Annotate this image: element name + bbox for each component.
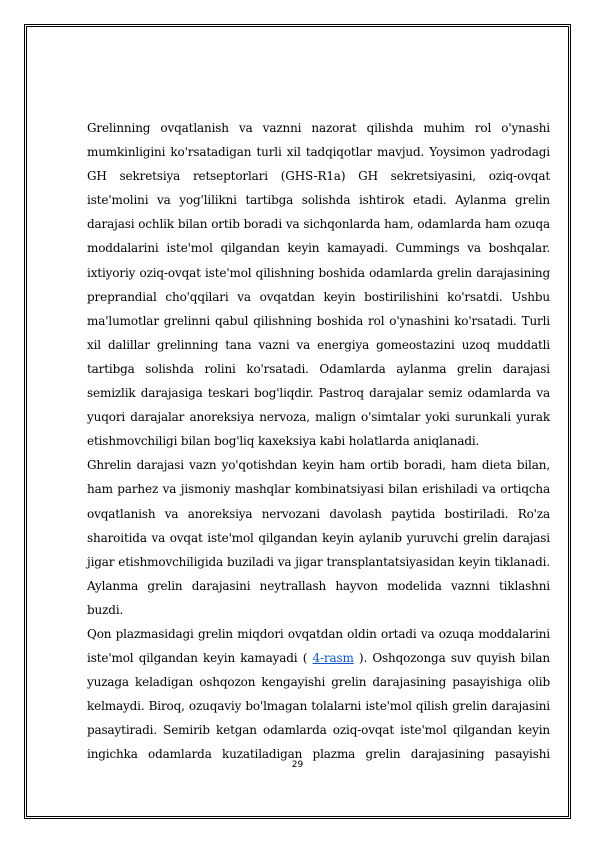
paragraph-3-text-start: Qon plazmasidagi grelin miqdori ovqatdan oldin ortadi va ozuqa moddalarini iste'mol qilgandan keyin kamayadi ( [87,626,550,666]
paragraph-2: Ghrelin darajasi vazn yo'qotishdan keyin ham ortib boradi, ham dieta bilan, ham parhez va jismoniy mashqlar kombinatsiyasi bilan erishiladi va ortiqcha ovqatlanish va anoreksiya nervozani davolash paytida bostiriladi. Ro'za sharoitida va ovqat iste'mol qilgandan keyin aylanib yuruvchi grelin darajasi jigar etishmovchiligida buziladi va jigar transplantatsiyasidan keyin tiklanadi. Aylanma grelin darajasini neytrallash hayvon modelida vaznni tiklashni buzdi. [87,458,550,617]
paragraph-1: Grelinning ovqatlanish va vaznni nazorat qilishda muhim rol o'ynashi mumkinligini ko'rsatadigan turli xil tadqiqotlar mavjud. Yoysimon yadrodagi GH sekretsiya retseptorlari (GHS-R1a) GH sekretsiyasini, oziq-ovqat iste'molini va yog'lilikni tartibga solishda ishtirok etadi. Aylanma grelin darajasi ochlik bilan ortib boradi va sichqonlarda ham, odamlarda ham ozuqa moddalarini iste'mol qilgandan keyin kamayadi. Cummings va boshqalar. ixtiyoriy oziq-ovqat iste'mol qilishning boshida odamlarda grelin darajasining preprandial cho'qqilari va ovqatdan keyin bostirilishini ko'rsatdi. Ushbu ma'lumotlar grelinni qabul qilishning boshida rol o'ynashini ko'rsatadi. Turli xil dalillar grelinning tana vazni va energiya gomeostazini uzoq muddatli tartibga solishda rolini ko'rsatadi. Odamlarda aylanma grelin darajasi semizlik darajasiga teskari bog'liqdir. Pastroq darajalar semiz odamlarda va yuqori darajalar anoreksiya nervoza, malign o'simtalar yoki surunkali yurak etishmovchiligi bilan bog'liq kaxeksiya kabi holatlarda aniqlanadi. [87,121,550,449]
body-text [87,116,550,767]
paragraph-3 [87,622,550,767]
figure-link[interactable]: 4-rasm [312,651,354,666]
paragraph-3-text-end: ). Oshqozonga suv quyish bilan yuzaga keladigan oshqozon kengayishi grelin darajasining pasayishiga olib kelmaydi. Biroq, ozuqaviy bo'lmagan tolalarni iste'mol qilish grelin darajasini pasaytiradi. Semirib ketgan odamlarda oziq-ovqat iste'mol qilgandan keyin ingichka odamlarda kuzatiladigan plazma grelin darajasining pasayishi [87,651,550,762]
page-number: 29 [291,760,304,770]
